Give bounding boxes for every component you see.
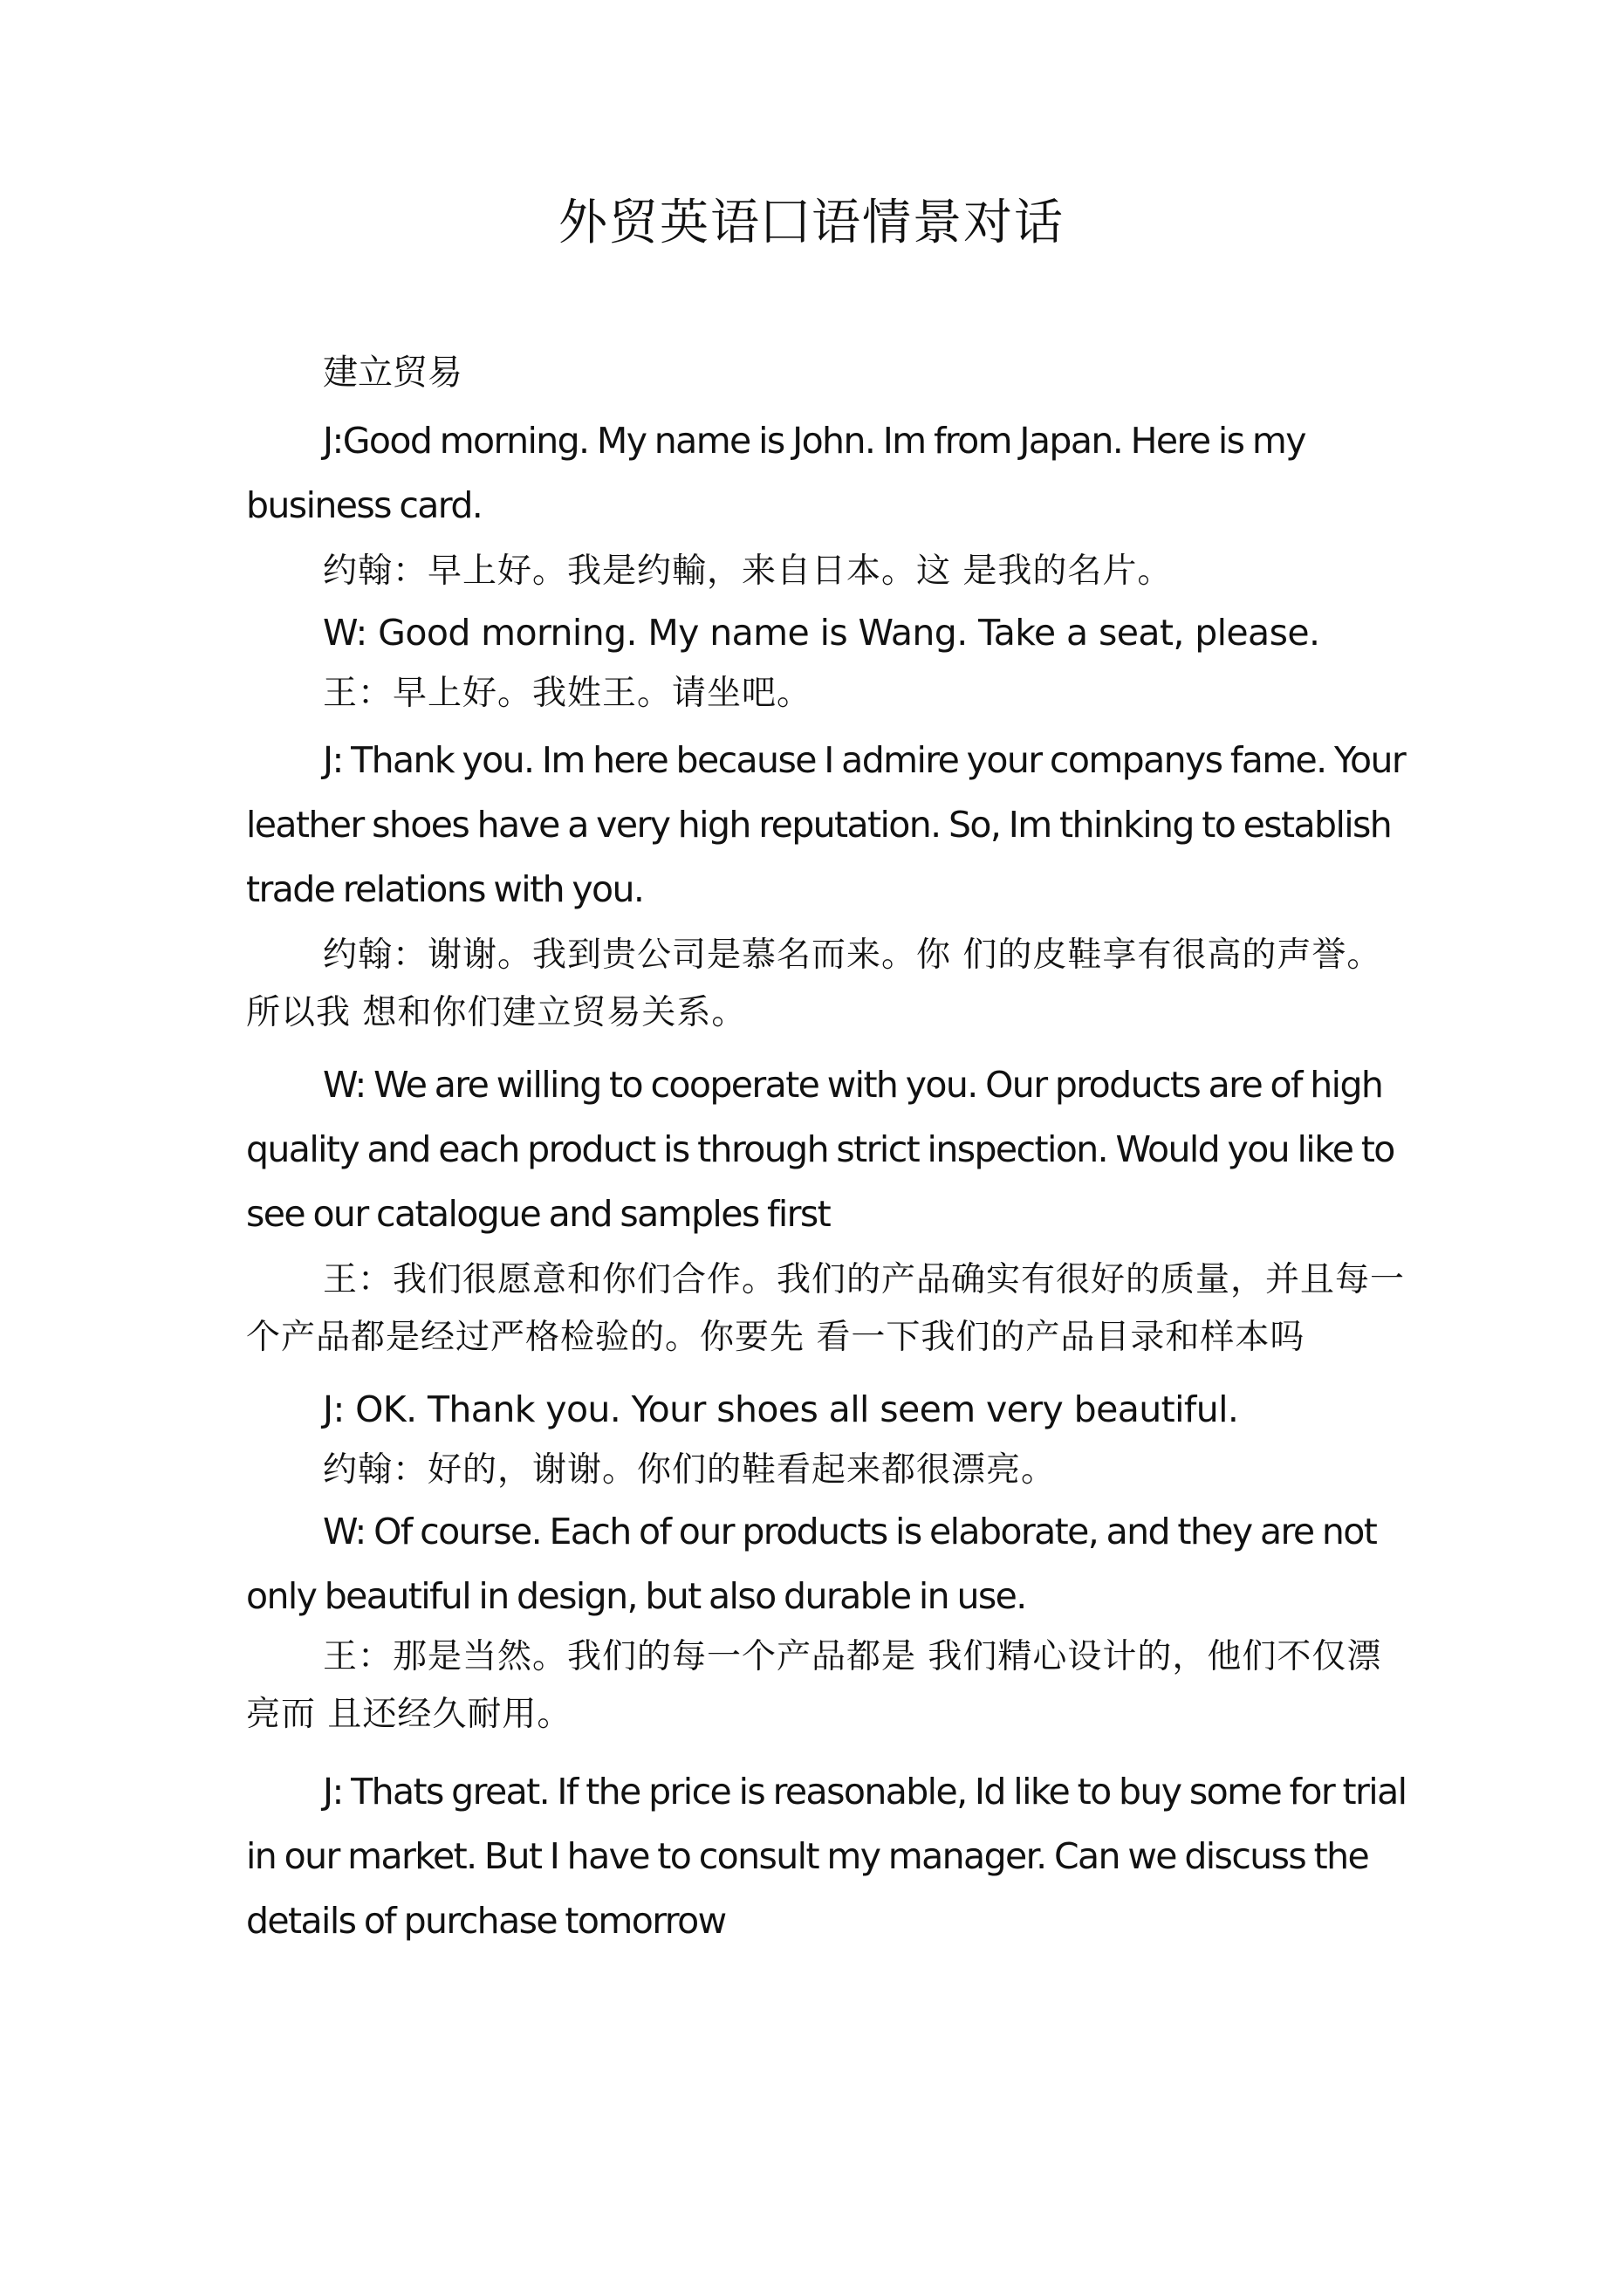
document-body <box>246 342 1407 1953</box>
dialogue-line-chinese: 王：那是当然。我们的每一个产品都是 我们精心设计的，他们不仅漂亮而 且还经久耐用。 <box>246 1637 1382 1734</box>
dialogue-line-english: J: Thats great. If the price is reasonable, Id like to buy some for trial in our market. But I have to consult my manager. Can we discuss the details of purchase tomorrow <box>246 1771 1407 1942</box>
dialogue-line-english: W: We are willing to cooperate with you. Our products are of high quality and each product is through strict inspection. Would you like to see our catalogue and samples first <box>246 1064 1394 1235</box>
dialogue-line-chinese: 约翰：谢谢。我到贵公司是慕名而来。你 们的皮鞋享有很高的声誉。所以我 想和你们建立贸易关系。 <box>246 936 1382 1032</box>
dialogue-line-chinese: 王：早上好。我姓王。请坐吧。 <box>323 674 812 713</box>
document-title: 外贸英语囗语情景对话 <box>558 195 1065 251</box>
dialogue-line-chinese: 王：我们很愿意和你们合作。我们的产品确实有很好的质量，并且每一个产品都是经过严格检验的。你要先 看一下我们的产品目录和样本吗 <box>246 1260 1406 1357</box>
dialogue-line-english: W: Of course. Each of our products is elaborate, and they are not only beautiful in design, but also durable in use. <box>246 1511 1377 1617</box>
dialogue-line-english: J:Good morning. My name is John. Im from Japan. Here is my business card. <box>246 420 1305 526</box>
dialogue-line-english: W: Good morning. My name is Wang. Take a seat, please. <box>323 612 1320 654</box>
section-heading: 建立贸易 <box>323 353 462 393</box>
dialogue-line-chinese: 约翰：好的，谢谢。你们的鞋看起来都很漂亮。 <box>323 1450 1057 1490</box>
dialogue-line-chinese: 约翰：早上好。我是约輸，来自日本。这 是我的名片。 <box>323 552 1173 591</box>
dialogue-line-english: J: OK. Thank you. Your shoes all seem very beautiful. <box>323 1388 1239 1430</box>
dialogue-line-english: J: Thank you. Im here because I admire your companys fame. Your leather shoes have a very high reputation. So, Im thinking to establish trade relations with you. <box>246 739 1406 910</box>
